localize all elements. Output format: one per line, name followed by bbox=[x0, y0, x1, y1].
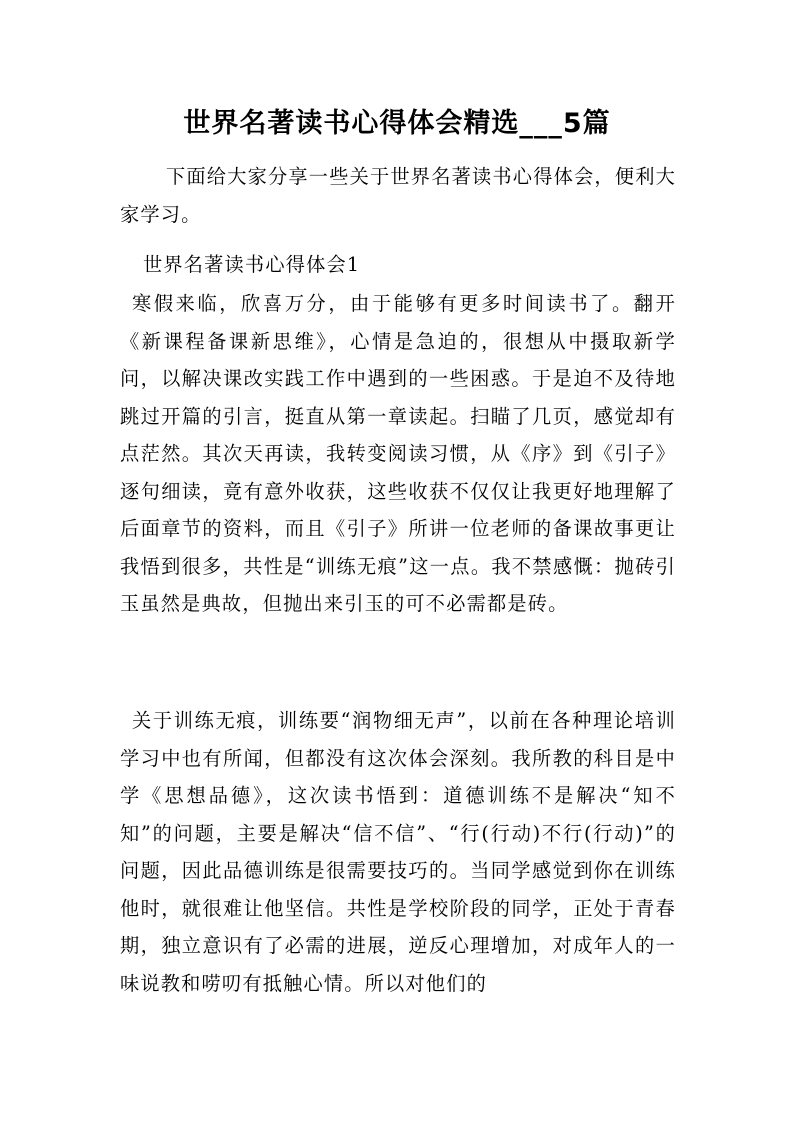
body-paragraph-2: 关于训练无痕，训练要“润物细无声”，以前在各种理论培训学习中也有所闻，但都没有这次体会深刻。我所教的科目是中学《思想品德》，这次读书悟到：道德训练不是解决“知不知”的问题，主要是解决“信不信”、“行(行动)不行(行动)”的问题，因此品德训练是很需要技巧的。当同学感觉到你在训练他时，就很难让他坚信。共性是学校阶段的同学，正处于青春期，独立意识有了必需的进展，逆反心理增加，对成年人的一味说教和唠叨有抵触心情。所以对他们的 bbox=[120, 709, 676, 995]
intro-paragraph: 下面给大家分享一些关于世界名著读书心得体会，便利大家学习。 bbox=[120, 165, 676, 226]
body-paragraph-1: 寒假来临，欣喜万分，由于能够有更多时间读书了。翻开《新课程备课新思维》，心情是急迫的，很想从中摄取新学问，以解决课改实践工作中遇到的一些困惑。于是迫不及待地跳过开篇的引言，挺直从第一章读起。扫瞄了几页，感觉却有点茫然。其次天再读，我转变阅读习惯，从《序》到《引子》逐句细读，竟有意外收获，这些收获不仅仅让我更好地理解了后面章节的资料，而且《引子》所讲一位老师的备课故事更让我悟到很多，共性是“训练无痕”这一点。我不禁感慨：抛砖引玉虽然是典故，但抛出来引玉的可不必需都是砖。 bbox=[120, 292, 676, 615]
document-title: 世界名著读书心得体会精选___5篇 bbox=[183, 108, 611, 139]
section-heading: 世界名著读书心得体会1 bbox=[143, 253, 361, 276]
